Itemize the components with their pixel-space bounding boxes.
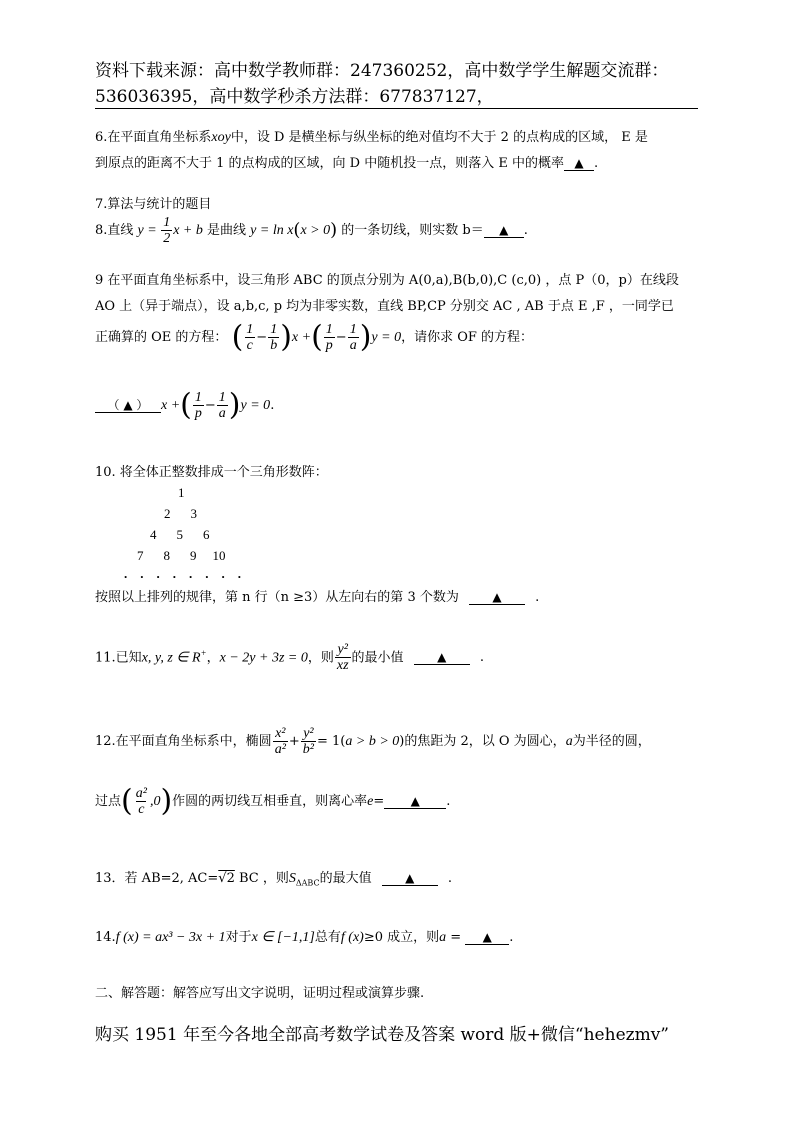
q12-end: .: [446, 794, 451, 809]
answer-blank: ▲: [384, 794, 446, 809]
q9-text-2: AO 上（异于端点），设 a,b,c, p 均为非零实数，直线 BP,CP 分别交 AC , AB 于点 E ,F ，一同学已: [95, 299, 674, 314]
question-9-answer: （ ▲ ） x +( $\frac{1}{p}$ − $\frac{1}{a}$ )y = 0.: [95, 390, 700, 421]
q8-y: y: [137, 223, 144, 238]
question-6: [95, 127, 700, 175]
q9-frac-2: $\frac{1}{b}$: [270, 322, 278, 353]
q11-equation: x − 2y + 3z = 0: [219, 650, 308, 666]
q8-prefix: 8.直线: [95, 223, 134, 238]
answer-blank: ▲: [564, 156, 594, 171]
footer-ad: 购买 1951 年至今各地全部高考数学试卷及答案 word 版+微信“hehezmv”: [95, 1025, 669, 1045]
question-12: 12.在平面直角坐标系中，椭圆 $\frac{\text{x²}}{\text{a²}}$ + $\frac{\text{y²}}{\text{b²}}$ = 1(a > b > 0)的焦距为 2，以 O 为圆心，a为半径的圆，: [95, 726, 651, 757]
question-10-prompt: [95, 587, 700, 609]
q10-end: .: [535, 590, 540, 605]
section-2-heading: 二、解答题：解答应写出文字说明，证明过程或演算步骤.: [95, 986, 425, 1001]
q9-frac-3: $\frac{1}{p}$: [325, 322, 333, 353]
q8-end: .: [523, 223, 528, 238]
q9-end: .: [270, 398, 275, 413]
q6-text-3: 到原点的距离不大于 1 的点构成的区域，向 D 中随机投一点，则落入 E 中的概率: [95, 156, 564, 171]
q14-domain: x ∈ [−1,1]: [251, 930, 315, 945]
answer-blank: （ ▲ ）: [95, 398, 161, 413]
q9-frac-4: $\frac{1}{a}$: [349, 322, 357, 353]
q9-frac-1: $\frac{1}{c}$: [246, 322, 254, 353]
page-header: [95, 58, 700, 110]
triangle-row-4: 7 8 9 10: [137, 548, 226, 563]
q9-ans-xplus: x +: [161, 398, 181, 413]
q14-function: f (x) = ax³ − 3x + 1: [115, 930, 226, 945]
q10-text-2: 按照以上排列的规律，第 n 行（n ≥3）从左向右的第 3 个数为: [95, 590, 459, 605]
answer-blank: ▲: [414, 650, 470, 665]
q12-frac-1: $\frac{\text{x²}}{\text{a²}}$: [274, 726, 286, 757]
q13-prefix: 13．若 AB=2, AC=: [95, 871, 219, 886]
answer-blank: ▲: [465, 930, 509, 945]
q13-end: .: [447, 871, 452, 886]
q11-vars: x, y, z ∈ R: [141, 650, 201, 666]
q8-rest: x + b: [173, 223, 203, 238]
q9-ans-frac-2: $\frac{1}{a}$: [218, 390, 226, 421]
q12-tail: 为半径的圆，: [572, 734, 651, 749]
triangle-row-3: 4 5 6: [150, 527, 210, 542]
q9-ans-frac-1: $\frac{1}{p}$: [194, 390, 202, 421]
q8-suffix: 的一条切线，则实数 b＝: [337, 223, 484, 238]
question-9-equation: 正确算的 OE 的方程： ( $\frac{1}{c}$ − $\frac{1}{b}$ )x +( $\frac{1}{p}$ − $\frac{1}{a}$ )y = 0，请你求 OF 的方程：: [95, 319, 534, 355]
q12-text-2b: 作圆的两切线互相垂直，则离心率: [172, 794, 368, 809]
q6-xoy: xoy: [211, 130, 231, 145]
question-14: 14.f (x) = ax³ − 3x + 1对于x ∈ [−1,1]总有f (x)≥0 成立，则a = ▲ .: [95, 930, 514, 945]
answer-blank: ▲: [469, 590, 525, 605]
q9-xplus: x +: [291, 330, 312, 345]
q13-suffix: 的最大值: [319, 871, 372, 886]
triangle-row-1: 1: [178, 485, 185, 500]
q13-sqrt: √2: [218, 871, 235, 886]
answer-blank: ▲: [484, 223, 524, 238]
q9-text-1: 9 在平面直角坐标系中，设三角形 ABC 的顶点分别为 A(0,a),B(b,0),C (c,0) ，点 P（0，p）在线段: [95, 273, 679, 288]
question-13: 13．若 AB=2, AC=√2 BC ，则$S_{\Delta ABC}$的最大值 ▲ .: [95, 871, 452, 888]
q12-text-2a: 过点: [95, 794, 122, 809]
question-11: 11.已知x, y, z ∈ R+，x − 2y + 3z = 0，则 $\frac{\text{y²}}{xz}$ 的最小值 ▲ .: [95, 642, 484, 674]
q8-eq: =: [143, 223, 161, 238]
q12-cond: a > b > 0: [345, 734, 400, 749]
q8-cond: x > 0: [300, 223, 331, 238]
q9-ans-yeq: y = 0: [240, 398, 271, 413]
q8-mid: 是曲线: [202, 223, 251, 238]
q12-prefix: 12.在平面直角坐标系中，椭圆: [95, 734, 272, 749]
q11-prefix: 11.已知: [95, 650, 142, 666]
answer-blank: ▲: [382, 871, 438, 886]
question-12-line-2: 过点( $\frac{\text{a²}}{c}$ ,0)作圆的两切线互相垂直，则离心率e= ▲ .: [95, 783, 451, 819]
question-9: [95, 270, 700, 318]
q7-text: 7.算法与统计的题目: [95, 197, 212, 212]
q11-suffix: 的最小值: [351, 650, 404, 666]
q6-text-1: 6.在平面直角坐标系: [95, 130, 212, 145]
q9-text-3-end: ，请你求 OF 的方程：: [401, 330, 534, 345]
header-rule: [95, 108, 698, 109]
header-line-1: 资料下载来源：高中数学教师群：247360252，高中数学学生解题交流群：: [95, 61, 669, 81]
q8-curve: y = ln x: [250, 223, 294, 238]
triangle-dots: . . . . . . . .: [124, 566, 241, 581]
q11-end: .: [479, 650, 484, 666]
q6-text-2: 中，设 D 是横坐标与纵坐标的绝对值均不大于 2 的点构成的区域， E 是: [230, 130, 648, 145]
header-line-2: 536036395，高中数学秒杀方法群：677837127，: [95, 87, 494, 107]
q12-frac-2: $\frac{\text{y²}}{\text{b²}}$: [302, 726, 314, 757]
question-7: [95, 194, 700, 216]
question-10: [95, 462, 700, 484]
q9-text-3: 正确算的 OE 的方程：: [95, 330, 228, 345]
q9-yeq: y = 0: [371, 330, 402, 345]
q8-fraction: $\frac{1}{2}$: [163, 215, 171, 246]
triangle-row-2: 2 3: [164, 506, 197, 521]
question-8: 8.直线 y = $\frac{1}{2}$ x + b 是曲线 y = ln x(x > 0) 的一条切线，则实数 b＝ ▲ .: [95, 215, 528, 246]
q11-fraction: $\frac{\text{y²}}{xz}$: [336, 642, 349, 674]
q10-text: 10. 将全体正整数排成一个三角形数阵：: [95, 465, 328, 480]
q6-end: .: [593, 156, 599, 171]
q12-mid: )的焦距为 2，以 O 为圆心，: [399, 734, 566, 749]
q12-point-frac: $\frac{\text{a²}}{c}$: [135, 786, 147, 817]
q14-end: .: [509, 930, 514, 945]
